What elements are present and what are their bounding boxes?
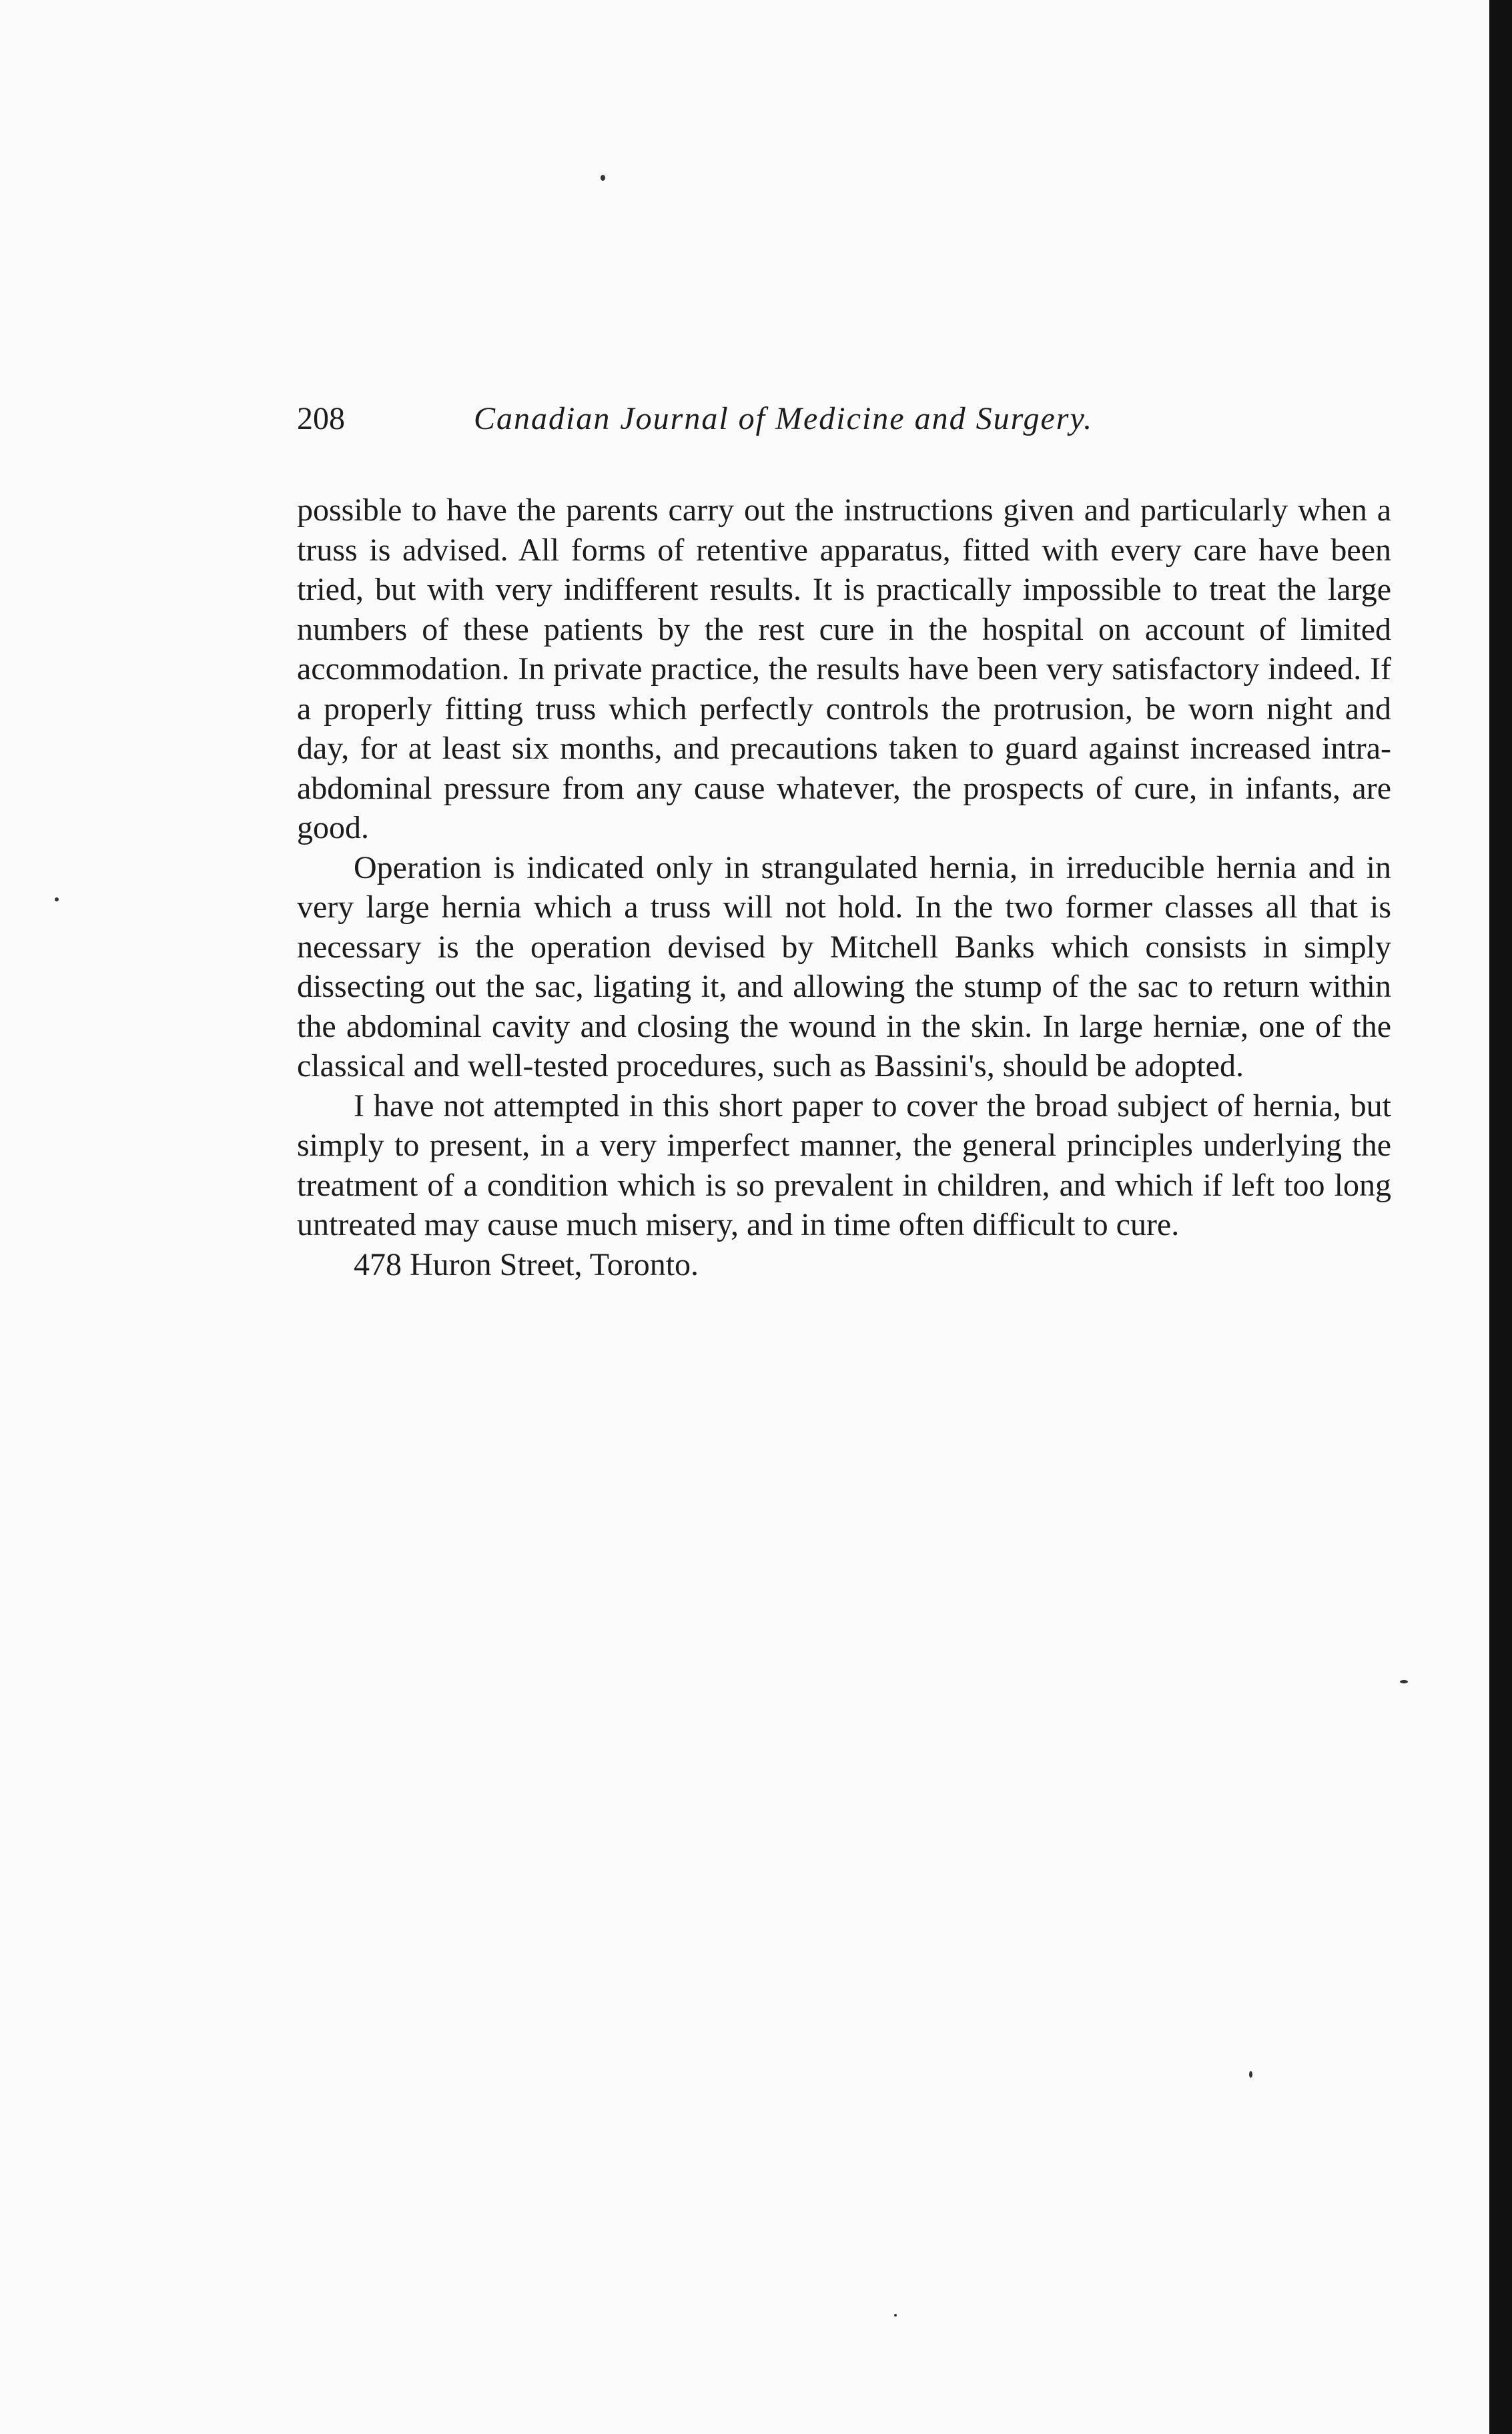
scan-speck (1400, 1680, 1408, 1683)
scan-speck (894, 2314, 897, 2317)
scan-speck (601, 175, 605, 181)
running-title: Canadian Journal of Medicine and Surgery. (474, 401, 1094, 436)
paragraph: Operation is indicated only in strangulated hernia, in irreducible hernia and in very large hernia which a truss will not hold. In the two former classes all that is necessary is the operation devised by Mitchell Banks which consists in simply dissecting out the sac, ligating it, and allowing the stump of the sac to return within the abdominal cavity and closing the wound in the skin. In large herniæ, one of the classical and well-tested procedures, such as Bassini's, should be adopted. (297, 849, 1391, 1084)
paragraph: I have not attempted in this short paper to cover the broad subject of hernia, but simply to present, in a very imperfect manner, the general principles underlying the treatment of a condition which is so prevalent in children, and which if left too long untreated may cause much misery, and in time often difficult to cure. (297, 1088, 1391, 1242)
author-address: 478 Huron Street, Toronto. (354, 1246, 699, 1282)
scan-speck (1249, 2071, 1252, 2078)
page-number: 208 (297, 401, 345, 436)
paragraph: possible to have the parents carry out the instructions given and particularly when a truss is advised. All forms of retentive apparatus, fitted with every care have been tried, but with very indifferent results. It is practically impossible to treat the large numbers of these patients by the rest cure in the hospital on account of limited accommodation. In private practice, the results have been very satisfactory indeed. If a properly fitting truss which perfectly controls the protrusion, be worn night and day, for at least six months, and precautions taken to guard against increased intra-abdominal pressure from any cause whatever, the prospects of cure, in infants, are good. (297, 492, 1391, 845)
article-body (297, 490, 1391, 1284)
page-header (297, 400, 1391, 454)
scan-speck (55, 897, 59, 901)
binding-edge (1489, 0, 1512, 2434)
